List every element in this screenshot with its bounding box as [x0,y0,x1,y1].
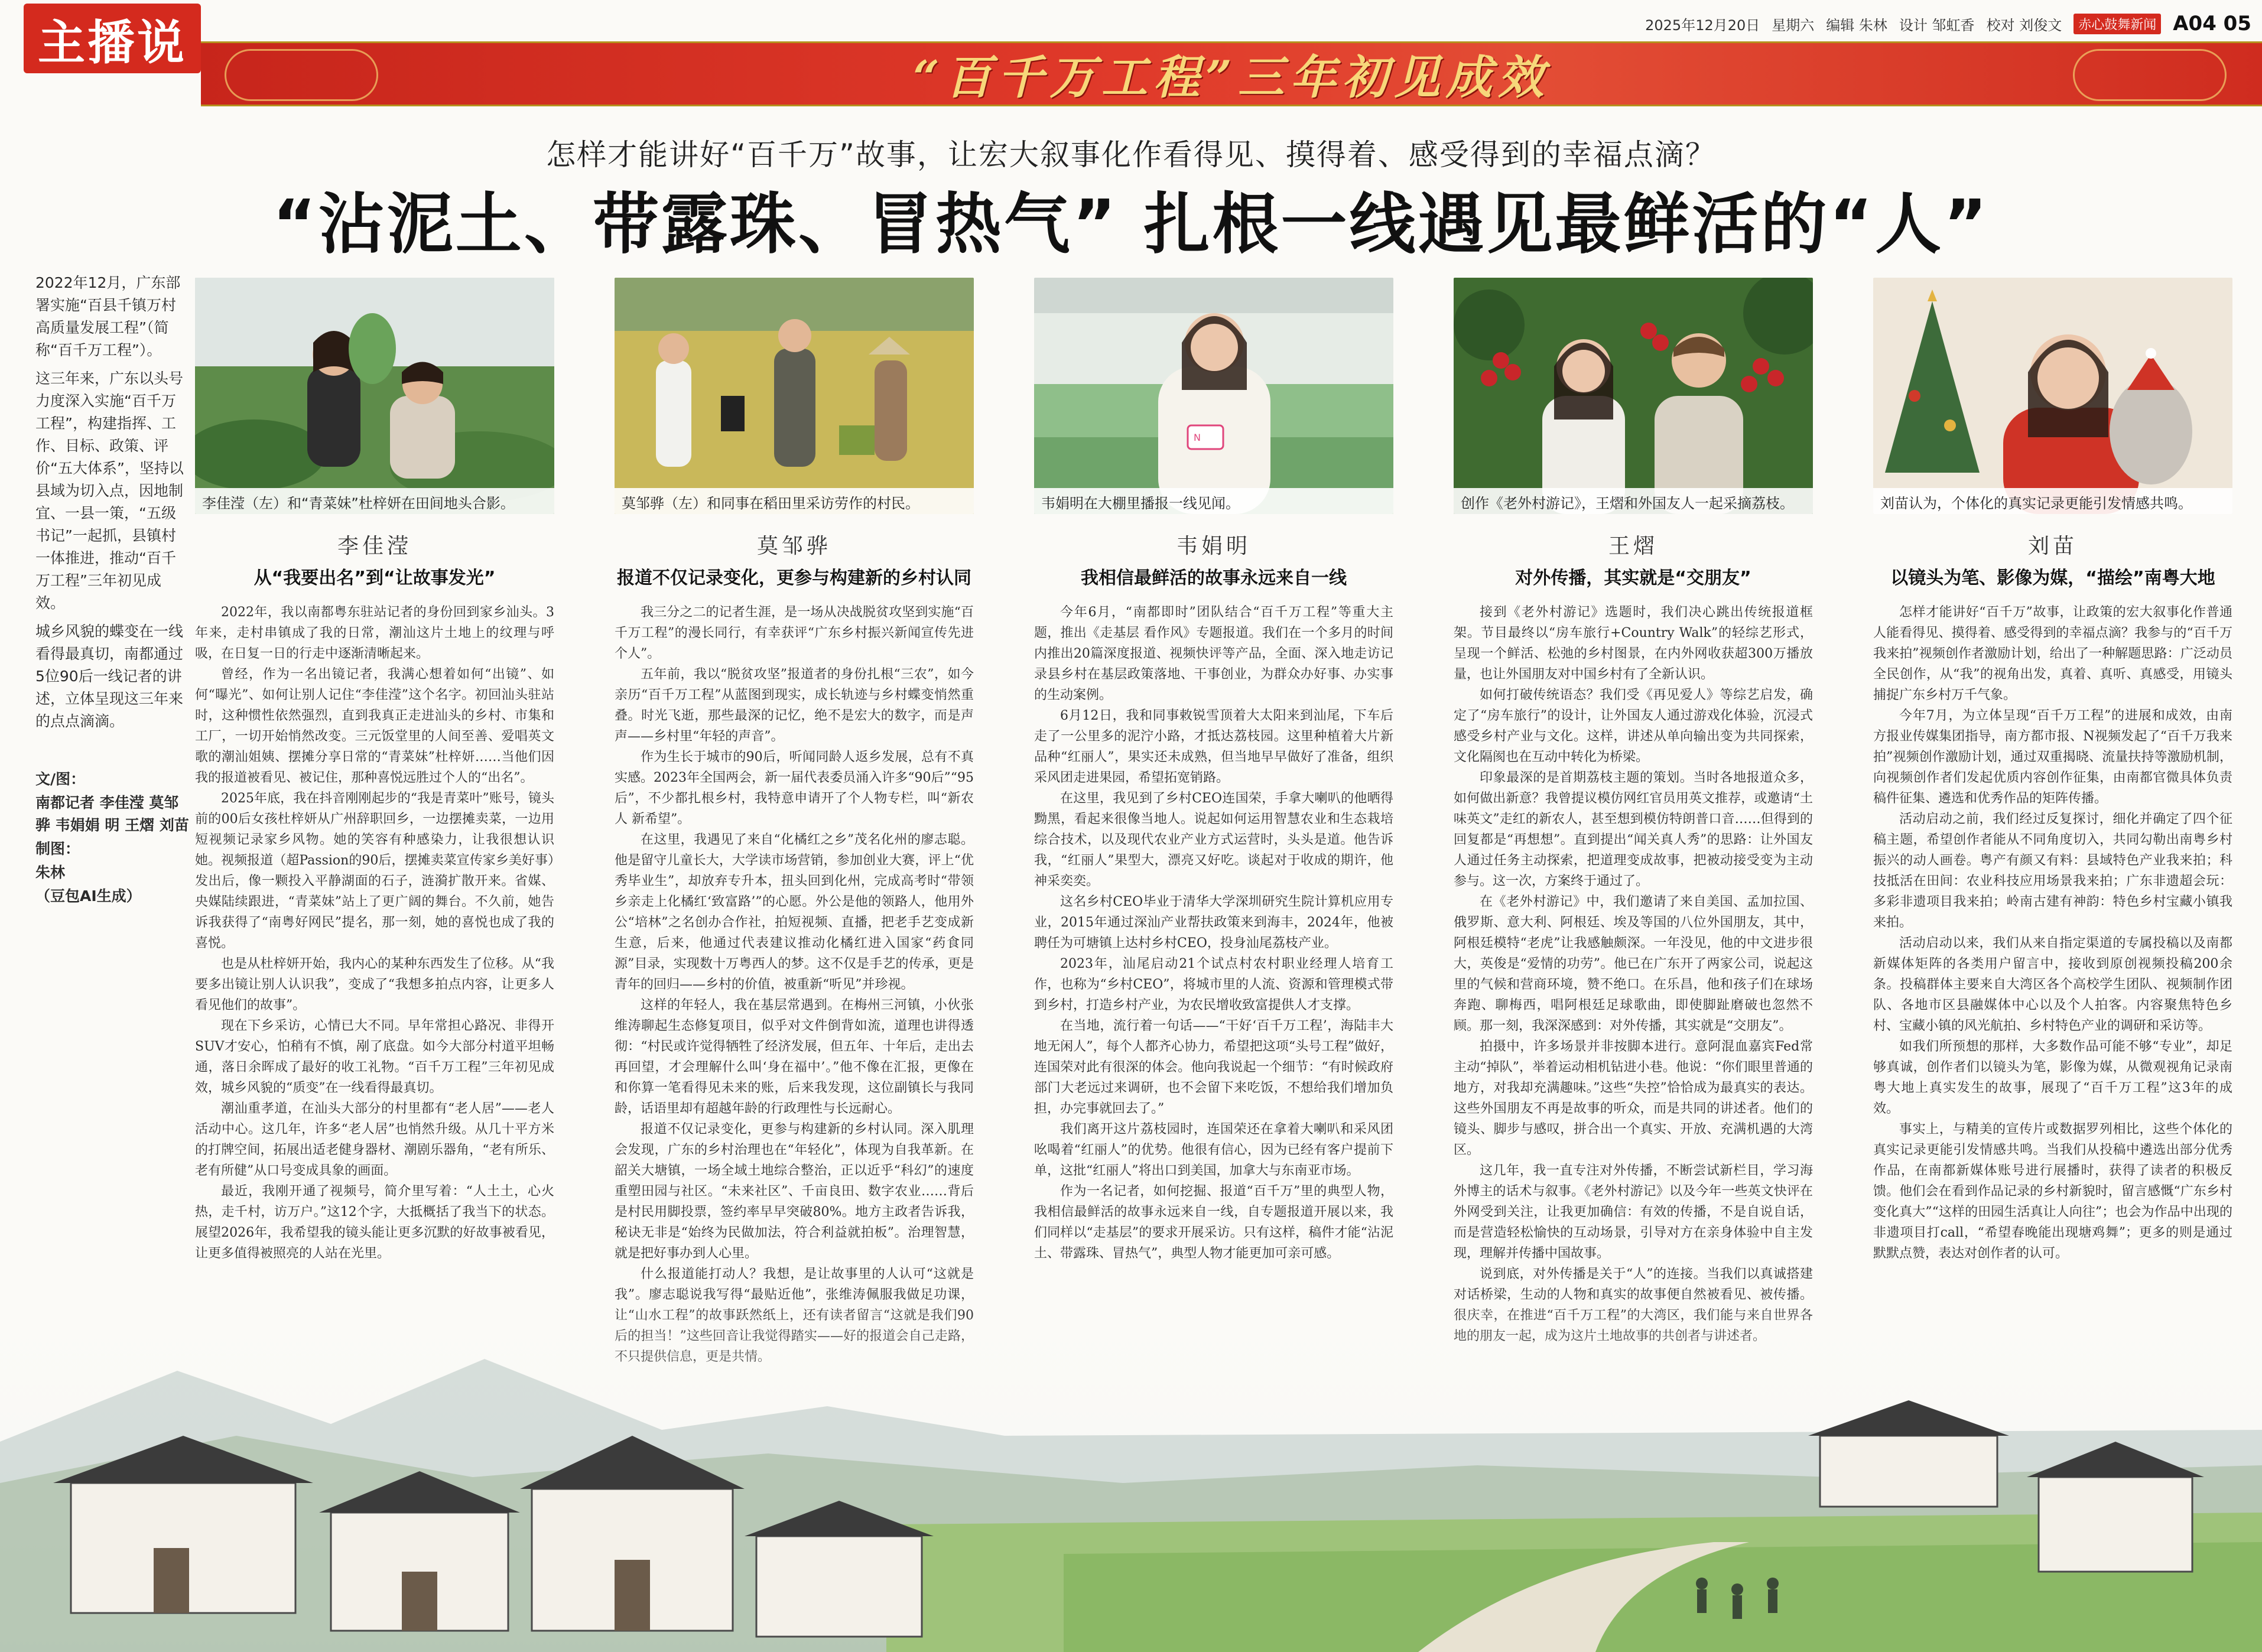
body-paragraph: 接到《老外村游记》选题时，我们决心跳出传统报道框架。节目最终以“房车旅行+Country Walk”的轻综艺形式，呈现一个鲜活、松弛的乡村图景，在内外网收获超300万播放量，也让外国朋友对中国乡村有了全新认识。 [1454,605,1813,682]
story-column-5 [1873,278,2232,1264]
body-paragraph: 这几年，我一直专注对外传播，不断尝试新栏目，学习海外博主的话术与叙事。《老外村游记》以及今年一些英文快评在外网受到关注，让我更加确信：有效的传播，不是自说自话，而是营造轻松愉快的互动场景，引导对方在亲身体验中自主发现，理解并传播中国故事。 [1454,1163,1813,1261]
body-paragraph: 如我们所预想的那样，大多数作品可能不够“专业”，却足够真诚，创作者们以镜头为笔，影像为媒，从微观视角记录南粤大地上真实发生的故事，展现了“百千万工程”这3年的成效。 [1873,1039,2232,1116]
story-subhead: 从“我要出名”到“让故事发光” [254,568,496,588]
body-paragraph: 如何打破传统语态？我们受《再见爱人》等综艺启发，确定了“房车旅行”的设计，让外国友人通过游戏化体验，沉浸式感受乡村产业与文化。这样，讲述从单向输出变为共同探索，文化隔阂也在互动中转化为桥梁。 [1454,688,1813,765]
body-paragraph: 五年前，我以“脱贫攻坚”报道者的身份扎根“三农”，如今亲历“百千万工程”从蓝图到现实，成长轨迹与乡村蝶变悄然重叠。时光飞逝，那些最深的记忆，绝不是宏大的数字，而是声声——乡村里“年轻的声音”。 [615,667,974,744]
body-paragraph: 活动启动之前，我们经过反复探讨，细化并确定了四个征稿主题，希望创作者能从不同角度切入，共同勾勒出南粤乡村振兴的动人画卷。粤产有颜又有料：县域特色产业我来拍；科技抵活在田间：农业科技应用场景我来拍；广东非遗超会玩：多彩非遗项目我来拍；岭南古建有神韵：特色乡村宝藏小镇我来拍。 [1873,812,2232,930]
svg-text:N: N [1194,432,1201,443]
credit-line: 制图： [35,840,80,857]
section-badge: 赤心鼓舞新闻 [2074,14,2161,34]
story-body [195,602,554,1264]
body-paragraph: 拍摄中，许多场景并非按脚本进行。意阿混血嘉宾Fed常主动“掉队”，举着运动相机钻进小巷。他说：“你们眼里普通的地方，对我却充满趣味。”这些“失控”恰恰成为最真实的表达。这些外国朋友不再是故事的听众，而是共同的讲述者。他们的镜头、脚步与感叹，拼合出一个真实、开放、充满机遇的大湾区。 [1454,1039,1813,1157]
banner-title: “百千万工程”三年初见成效 [913,51,1550,105]
story-photo [1873,278,2232,514]
body-paragraph: 作为一名记者，如何挖掘、报道“百千万”里的典型人物，我相信最鲜活的故事永远来自一线，自专题报道开展以来，我们同样以“走基层”的要求开展采访。只有这样，稿件才能“沾泥土、带露珠、冒热气”，典型人物才能更加可亲可感。 [1034,1184,1393,1261]
body-paragraph: 2025年底，我在抖音刚刚起步的“我是青菜叶”账号，镜头前的00后女孩杜梓妍从广州辞职回乡，一边摆摊卖菜，一边用短视频记录家乡风物。她的笑容有种感染力，让我很想认识她。视频报道（超Passion的90后，摆摊卖菜宣传家乡美好事）发出后，像一颗投入平静湖面的石子，涟漪扩散开来。省媒、央媒陆续跟进，“青菜妹”站上了更广阔的舞台。不久前，她告诉我获得了“南粤好网民”提名，那一刻，她的喜悦也成了我的喜悦。 [195,791,554,951]
topic-banner [201,41,2262,106]
story-body [1034,602,1393,1264]
body-paragraph: 作为生长于城市的90后，听闻同龄人返乡发展，总有不真实感。2023年全国两会，新一届代表委员涌入许多“90后”“95后”，不少都扎根乡村，我特意申请开了个人物专栏，叫“新农人 新希望”。 [615,750,974,827]
story-body [1454,602,1813,1347]
author-name: 李佳滢 [337,534,412,558]
proofreader-credit: 校对 刘俊文 [1986,17,2062,34]
photo-caption: 莫邹骅（左）和同事在稻田里采访劳作的村民。 [615,488,974,514]
body-paragraph: 也是从杜梓妍开始，我内心的某种东西发生了位移。从“我要多出镜让别人认识我”，变成了“我想多拍点内容，让更多人看见他们的故事”。 [195,957,554,1013]
village-watercolor-illustration [0,1288,2262,1652]
body-paragraph: 最近，我刚开通了视频号，简介里写着：“人土土，心火热，走千村，访万户。”这12个字，大抵概括了我当下的状态。展望2026年，我希望我的镜头能让更多沉默的好故事被看见，让更多值得被照亮的人站在光里。 [195,1184,554,1261]
body-paragraph: 曾经，作为一名出镜记者，我满心想着如何“出镜”、如何“曝光”、如何让别人记住“李佳滢”这个名字。初回汕头驻站时，这种惯性依然强烈，直到我真正走进汕头的乡村、市集和工厂，一切开始悄然改变。三元饭堂里的人间至善、爱唱英文歌的潮汕姐姨、摆摊分享日常的“青菜妹”杜梓妍……当他们因我的报道被看见、被记住，那种喜悦远胜过个人的“出名”。 [195,667,554,785]
body-paragraph: 现在下乡采访，心情已大不同。早年常担心路况、非得开SUV才安心，怕稍有不慎，剐了底盘。如今大部分村道平坦畅通，落日余晖成了最好的收工礼物。“百千万工程”三年初见成效，城乡风貌的“质变”在一线看得最真切。 [195,1019,554,1095]
author-name: 莫邹骅 [756,534,831,558]
credit-line: 朱林 [35,864,66,881]
story-column-4 [1454,278,1813,1347]
body-paragraph: 什么报道能打动人？我想，是让故事里的人认可“这就是 [641,1267,974,1282]
header-meta [1645,12,2251,35]
author-name: 王熠 [1608,534,1658,558]
banner-cloud-ornament [225,49,378,101]
story-photo [1034,278,1393,514]
rice-field-photo-illustration [615,278,974,514]
intro-paragraph: 这三年来，广东以头号力度深入实施“百千万工程”，构建指挥、工作、目标、政策、评价“五大体系”，坚持以县域为切入点，因地制宜、一县一策，“五级书记”一起抓，县镇村一体推进，推动“百千万工程”三年初见成效。 [35,370,184,612]
story-column-1 [195,278,554,1264]
story-body [1873,602,2232,1264]
body-paragraph: 报道不仅记录变化，更参与构建新的乡村认同。深入肌理会发现，广东的乡村治理也在“年轻化”，体现为自我革新。在韶关大塘镇，一场全域土地综合整治，正以近乎“科幻”的速度重塑田园与社区。“未来社区”、千亩良田、数字农业……背后是村民用脚投票，签约率早早突破80%。地方主政者告诉我，秘诀无非是“始终为民做加法，符合利益就拍板”。治理智慧，就是把好事办到人心里。 [615,1122,974,1261]
story-column-2 [615,278,974,1367]
body-paragraph: 在当地，流行着一句话——“干好‘百千万工程’，海陆丰大地无闲人”，每个人都齐心协力，希望把这项“头号工程”做好，连国荣对此有很深的体会。他向我说起一个细节：“有时候政府部门大老远过来调研，也不会留下来吃饭，不想给我们增加负担，办完事就回去了。” [1034,1019,1393,1116]
author-name: 刘苗 [2027,534,2078,558]
intro-paragraph: 2022年12月，广东部署实施“百县千镇万村高质量发展工程”（简称“百千万工程”）。 [35,274,181,359]
body-paragraph: 2023年，汕尾启动21个试点村农村职业经理人培育工作，也称为“乡村CEO”，将城市里的人流、资源和管理模式带到乡村，打造乡村产业，为农民增收致富提供人才支撑。 [1034,957,1393,1013]
credit-line: 文/图： [35,770,86,788]
body-paragraph: 这名乡村CEO毕业于清华大学深圳研究生院计算机应用专业，2015年通过深汕产业帮扶政策来到海丰，2024年，他被聘任为可塘镇上达村乡村CEO，投身汕尾荔枝产业。 [1034,895,1393,951]
kicker-headline: 怎样才能讲好“百千万”故事，让宏大叙事化作看得见、摸得着、感受得到的幸福点滴？ [546,138,1716,172]
story-subhead: 对外传播，其实就是“交朋友” [1515,568,1751,588]
page-header [0,0,2262,116]
main-headline: “沾泥土、带露珠、冒热气” 扎根一线遇见最鲜活的“人” [272,186,1990,263]
intro-column [35,272,189,909]
body-paragraph: 说到底，对外传播是关于“人”的连接。当我们以真诚搭建 [1480,1267,1813,1282]
story-photo [615,278,974,514]
credit-line: 南都记者 李佳滢 莫邹骅 韦娟娟 明 王熠 刘苗 [35,794,189,834]
editor-credit: 编辑 朱林 [1826,17,1887,34]
photo-caption: 韦娟明在大棚里播报一线见闻。 [1034,488,1393,514]
page-number: A04 05 [2173,12,2251,35]
issue-date: 2025年12月20日 [1645,17,1760,34]
body-paragraph: 怎样才能讲好“百千万”故事，让政策的宏大叙事化作普通人能看得见、摸得着、感受得到的幸福点滴？我参与的“百千万我来拍”视频创作者激励计划，给出了一种解题思路：广泛动员全民创作，从“我”的视角出发，真着、真听、真感受，用镜头捕捉广东乡村万千气象。 [1873,605,2232,703]
body-paragraph: 活动启动以来，我们从来自指定渠道的专属投稿以及南都新媒体矩阵的各类用户留言中，接收到原创视频投稿200余条。投稿群体主要来自大湾区各个高校学生团队、视频制作团队、各地市区县融媒体中心以及个人拍客。内容聚焦特色乡村、宝藏小镇的风光航拍、乡村特色产业的调研和采访等。 [1873,936,2232,1033]
lychee-photo-illustration [1454,278,1813,514]
story-photo [195,278,554,514]
christmas-portrait-illustration [1873,278,2232,514]
body-paragraph: 6月12日，我和同事敕锐雪顶着大太阳来到汕尾，下车后走了一公里多的泥泞小路，才抵达荔枝园。这里种植着大片新品种“红丽人”，果实还未成熟，但当地早早做好了准备，组织采风团走进果园，希望拓宽销路。 [1034,708,1393,785]
byline-credits [35,768,189,908]
field-photo-illustration [195,278,554,514]
body-paragraph: 潮汕重孝道，在汕头大部分的村里都有“老人居”——老人活动中心。这几年，许多“老人居”也悄然升级。从几十平方米的打牌空间，拓展出适老健身器材、潮剧乐器角，“老有所乐、老有所健”从口号变成具象的画面。 [195,1101,554,1178]
photo-caption: 李佳滢（左）和“青菜妹”杜梓妍在田间地头合影。 [195,488,554,514]
body-paragraph: 在这里，我遇见了来自“化橘红之乡”茂名化州的廖志聪。他是留守儿童长大，大学读市场营销，参加创业大赛，评上“优秀毕业生”，却放弃专升本，扭头回到化州，完成高考时“带领乡亲走上化橘红‘致富路’”的心愿。外公是他的领路人，他用外公“培林”之名创办合作社，拍短视频、直播，把老手艺变成新生意，后来，他通过代表建议推动化橘红进入国家“药食同源”目录，实现数十万粤西人的梦。这不仅是手艺的传承，更是青年的回归——乡村的价值，被重新“听见”并珍视。 [615,832,974,992]
photo-caption: 创作《老外村游记》，王熠和外国友人一起采摘荔枝。 [1454,488,1813,514]
section-tag: 主播说 [24,4,201,73]
credit-line: （豆包AI生成） [35,887,141,905]
photo-caption: 刘苗认为，个体化的真实记录更能引发情感共鸣。 [1873,488,2232,514]
body-paragraph: 在这里，我见到了乡村CEO连国荣，手拿大喇叭的他晒得黝黑，看起来很像当地人。说起如何运用智慧农业和生态栽培综合技术，以及现代农业产业方式运营时，头头是道。他告诉我，“红丽人”果型大，漂亮又好吃。谈起对于收成的期许，他神采奕奕。 [1034,791,1393,889]
issue-weekday: 星期六 [1772,17,1815,34]
author-name: 韦娟明 [1176,534,1251,558]
body-paragraph: 在《老外村游记》中，我们邀请了来自美国、孟加拉国、俄罗斯、意大利、阿根廷、埃及等国的八位外国朋友，其中，阿根廷模特“老虎”让我感触颇深。一年没见，他的中文进步很大，英俊是“爱情的功劳”。他已在广东开了两家公司，说起这里的气候和营商环境，赞不绝口。在乐昌，他和孩子们在球场奔跑、聊梅西，唱阿根廷足球歌曲，即使脚趾磨破也忽然不顾。那一刻，我深深感到：对外传播，其实就是“交朋友”。 [1454,895,1813,1033]
body-paragraph: 我们离开这片荔枝园时，连国荣还在拿着大喇叭和采风团吆喝着“红丽人”的优势。他很有信心，因为已经有客户提前下单，这批“红丽人”将出口到美国，加拿大与东南亚市场。 [1034,1122,1393,1178]
greenhouse-photo-illustration [1034,278,1393,514]
story-body [615,602,974,1367]
body-paragraph: 2022年，我以南都粤东驻站记者的身份回到家乡汕头。3年来，走村串镇成了我的日常，潮汕这片土地上的纹理与呼吸，在日复一日的行走中逐渐清晰起来。 [195,605,554,661]
designer-credit: 设计 邹虹香 [1899,17,1975,34]
story-subhead: 以镜头为笔、影像为媒，“描绘”南粤大地 [1890,568,2215,588]
body-paragraph: 我三分之二的记者生涯，是一场从决战脱贫攻坚到实施“百千万工程”的漫长同行，有幸获评“广东乡村振兴新闻宣传先进个人”。 [615,605,974,661]
body-paragraph: 今年6月，“南都即时”团队结合“百千万工程”等重大主题，推出《走基层 看作风》专题报道。我们在一个多月的时间内推出20篇深度报道、视频快评等产品，全面、深入地走访记录县乡村在基层政策落地、干事创业，为群众办好事、办实事的生动案例。 [1034,605,1393,703]
story-subhead: 我相信最鲜活的故事永远来自一线 [1081,568,1347,588]
body-paragraph: 印象最深的是首期荔枝主题的策划。当时各地报道众多，如何做出新意？我曾提议模仿网红官员用英文推荐，或邀请“土味英文”走红的新农人，甚至想到模仿特朗普口音……但得到的回复都是“再想想”。直到提出“闻关真人秀”的思路：让外国友人通过任务主动探索，把道理变成故事，把被动接受变为主动参与。这一次，方案终于通过了。 [1454,770,1813,889]
banner-cloud-ornament [2073,49,2227,101]
story-column-3 [1034,278,1393,1264]
body-paragraph: 今年7月，为立体呈现“百千万工程”的进展和成效，由南方报业传媒集团指导，南方都市报、N视频发起了“百千万我来拍”视频创作激励计划，通过双重揭晓、流量扶持等激励机制，向视频创作者们发起优质内容创作征集，由南都官微具体负责稿件征集、遴选和优秀作品的矩阵传播。 [1873,708,2232,806]
story-subhead: 报道不仅记录变化，更参与构建新的乡村认同 [617,568,971,588]
intro-paragraph: 城乡风貌的蝶变在一线看得最真切，南都通过5位90后一线记者的讲述，立体呈现这三年来的点点滴滴。 [35,623,184,730]
story-photo [1454,278,1813,514]
body-paragraph: 这样的年轻人，我在基层常遇到。在梅州三河镇，小伙张维涛聊起生态修复项目，似乎对文件倒背如流，道理也讲得透彻：“村民或许觉得牺牲了经济发展，但五年、十年后，走出去再回望，才会理解什么叫‘身在福中’。”他不像在汇报，更像在和你算一笔看得见未来的账，后来我发现，这位副镇长与我同龄，话语里却有超越年龄的行政理性与长远耐心。 [615,998,974,1116]
body-paragraph: 事实上，与精美的宣传片或数据罗列相比，这些个体化的真实记录更能引发情感共鸣。当我们从投稿中遴选出部分优秀作品，在南都新媒体账号进行展播时，获得了读者的积极反馈。他们会在看到作品记录的乡村新貌时，留言感慨“广东乡村变化真大”“这样的田园生活真让人向往”；也会为作品中出现的非遗项目打call，“希望春晚能出现塘鸡舞”；更多的则是通过默默点赞，表达对创作者的认可。 [1873,1122,2232,1261]
